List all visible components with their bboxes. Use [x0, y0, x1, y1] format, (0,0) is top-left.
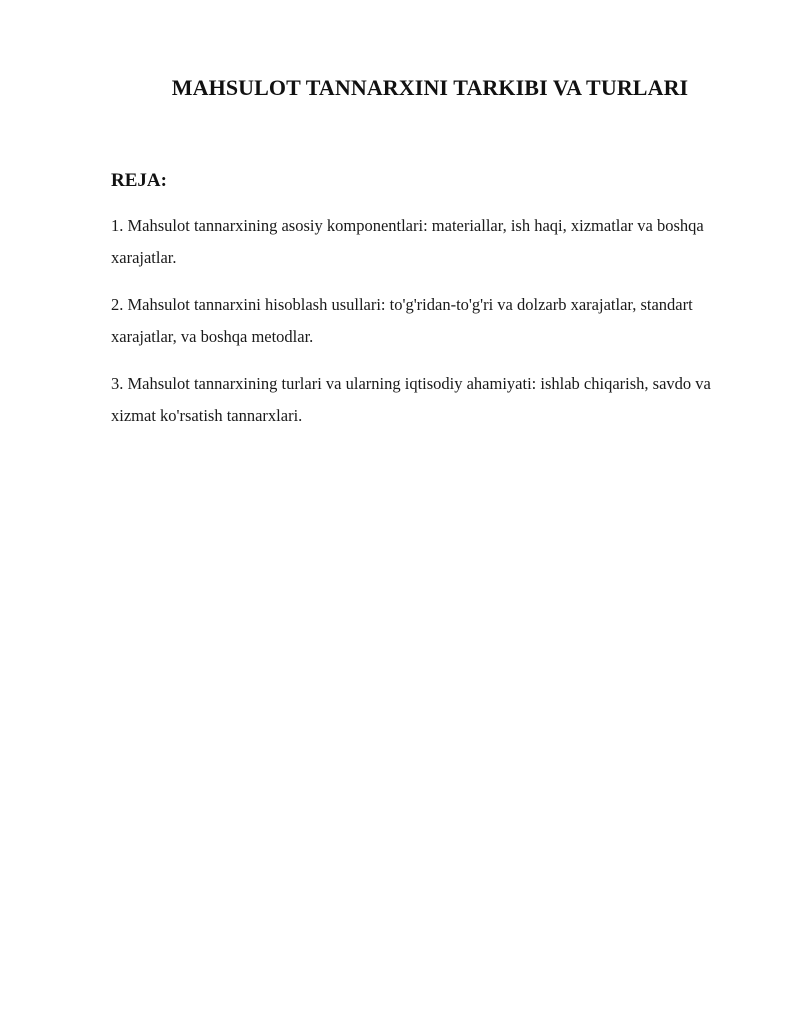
document-title: MAHSULOT TANNARXINI TARKIBI VA TURLARI — [171, 75, 689, 100]
plan-list — [111, 210, 721, 447]
plan-item-1: 1. Mahsulot tannarxining asosiy komponentlari: materiallar, ish haqi, xizmatlar va boshqa xarajatlar. — [111, 216, 704, 267]
plan-item-2: 2. Mahsulot tannarxini hisoblash usullari: to'g'ridan-to'g'ri va dolzarb xarajatlar, standart xarajatlar, va boshqa metodlar. — [111, 295, 693, 346]
plan-item-3: 3. Mahsulot tannarxining turlari va ularning iqtisodiy ahamiyati: ishlab chiqarish, savdo va xizmat ko'rsatish tannarxlari. — [111, 374, 711, 425]
plan-heading: REJA: — [111, 170, 167, 191]
